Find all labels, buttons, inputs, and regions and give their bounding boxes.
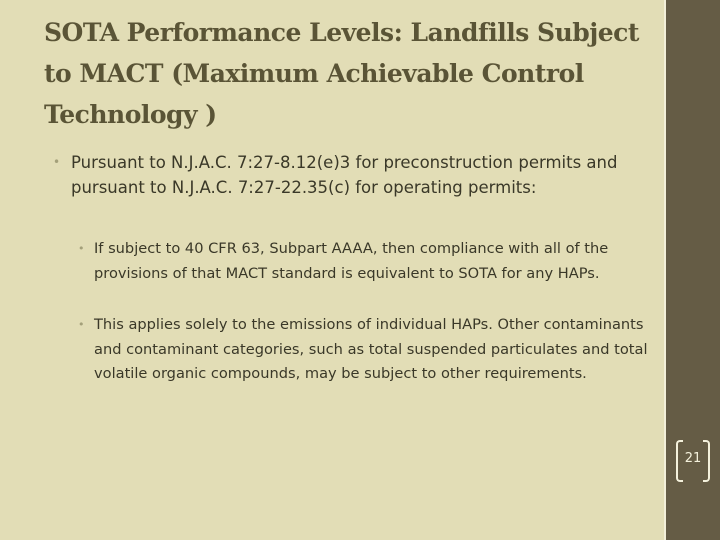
sub-bullet-item <box>78 313 648 387</box>
page-number-badge <box>676 440 710 480</box>
sub-bullet-text: This applies solely to the emissions of individual HAPs. Other contaminants and contaminant categories, such as total suspended particulates and total volatile organic compounds, may be subject to other requirements. <box>94 316 648 382</box>
slide-title-regular: Maximum Achievable Control Technology ) <box>44 59 584 129</box>
bullet-item <box>53 150 653 200</box>
right-bracket-icon <box>703 440 710 482</box>
bullet-icon: • <box>78 242 85 255</box>
sub-bullet-item <box>78 237 648 286</box>
bullet-text: Pursuant to N.J.A.C. 7:27-8.12(e)3 for preconstruction permits and pursuant to N.J.A.C. 7:27-22.35(c) for operating permits: <box>71 153 618 197</box>
bullet-icon: • <box>53 155 61 169</box>
page-number: 21 <box>684 451 702 466</box>
slide-title-bold: SOTA Performance Levels: Landfills Subject to MACT ( <box>44 18 639 88</box>
bullet-icon: • <box>78 318 85 331</box>
sub-bullet-text: If subject to 40 CFR 63, Subpart AAAA, then compliance with all of the provisions of that MACT standard is equivalent to SOTA for any HAPs. <box>94 240 609 282</box>
slide-title <box>44 12 644 135</box>
